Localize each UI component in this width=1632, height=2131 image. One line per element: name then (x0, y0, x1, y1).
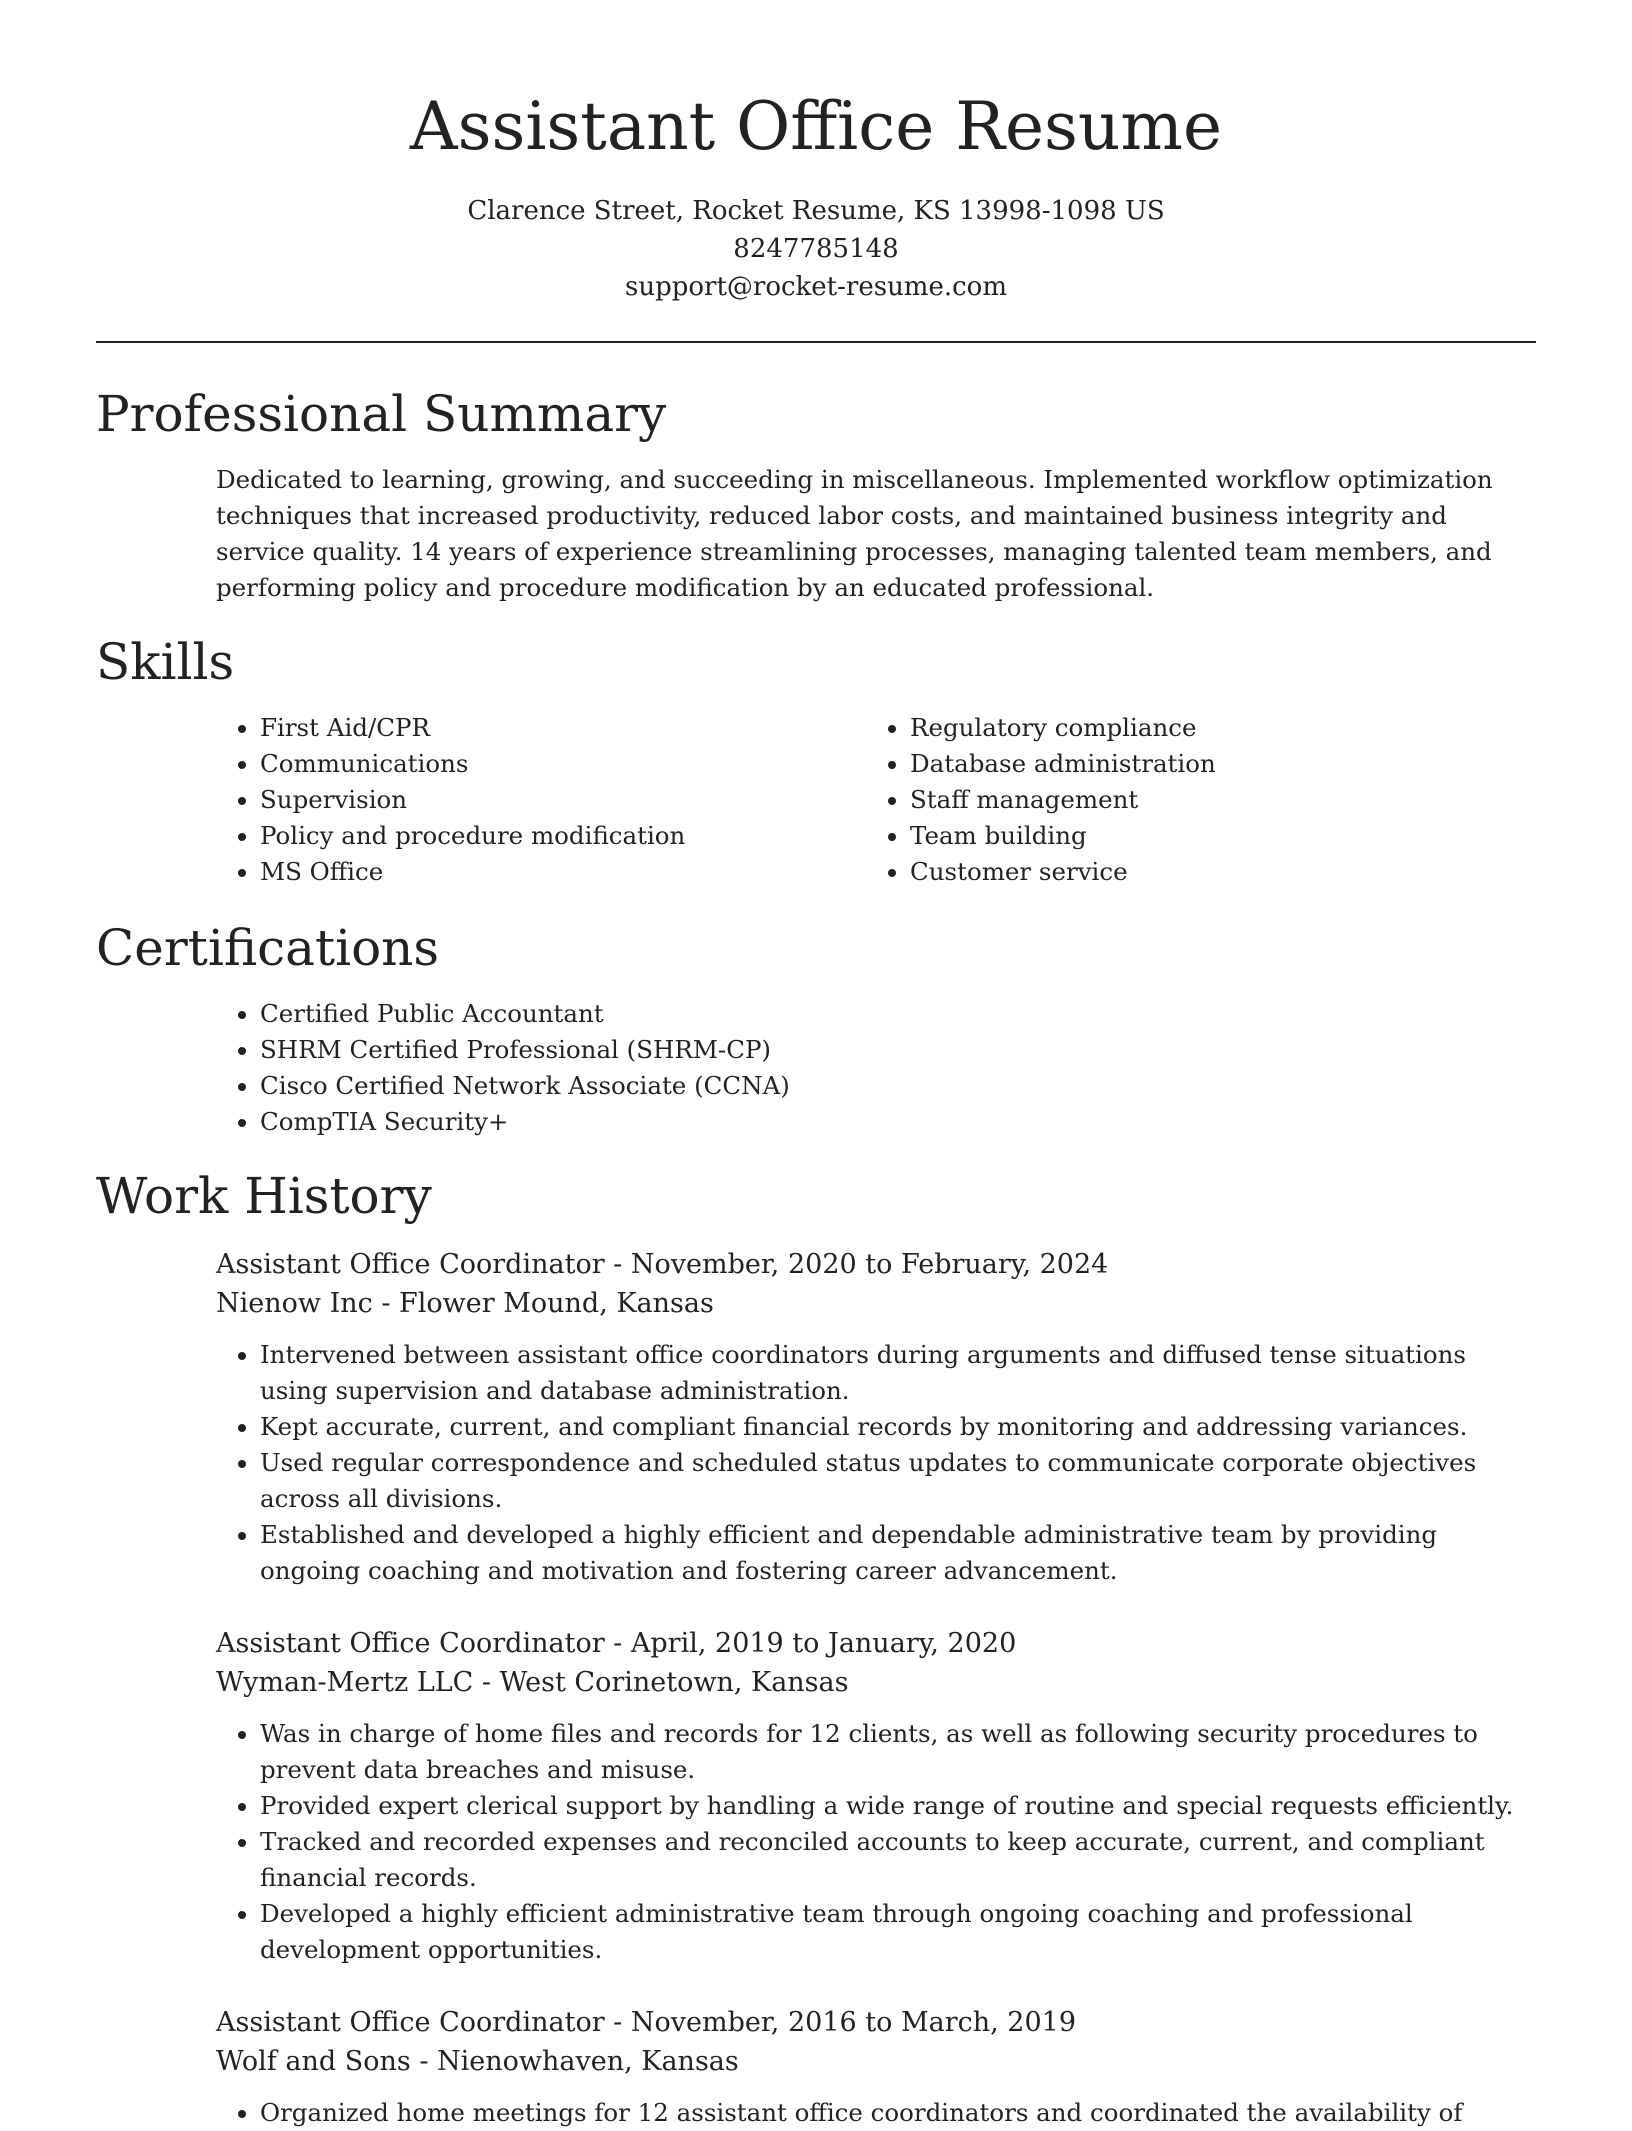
skill-item: • MS Office (260, 854, 860, 890)
job-bullet: • Was in charge of home files and records for 12 clients, as well as following security procedures to prevent data breaches and misuse. (260, 1716, 1536, 1788)
certification-item: • Cisco Certified Network Associate (CCNA) (260, 1068, 1160, 1104)
job-company-line: Wyman-Mertz LLC - West Corinetown, Kansas (216, 1667, 849, 1698)
job-bullet: • Established and developed a highly efficient and dependable administrative team by providing ongoing coaching and motivation and fostering career advancement. (260, 1517, 1536, 1589)
job-bullet: • Kept accurate, current, and compliant financial records by monitoring and addressing variances. (260, 1409, 1536, 1445)
skill-item: • Staff management (910, 782, 1510, 818)
summary-text: Dedicated to learning, growing, and succeeding in miscellaneous. Implemented workflow optimization techniques that increased productivity, reduced labor costs, and maintained business integrity and service quality. 14 years of experience streamlining processes, managing talented team members, and performing policy and procedure modification by an educated professional. (216, 465, 1493, 602)
skill-item: • Team building (910, 818, 1510, 854)
job-bullet: • Used regular correspondence and scheduled status updates to communicate corporate objectives across all divisions. (260, 1445, 1536, 1517)
job-company-line: Nienow Inc - Flower Mound, Kansas (216, 1288, 714, 1319)
work-history-heading: Work History (96, 1167, 432, 1225)
job-title-line: Assistant Office Coordinator - April, 2019 to January, 2020 (216, 1628, 1017, 1659)
phone-text: 8247785148 (733, 234, 899, 264)
email-text: support@rocket-resume.com (624, 272, 1007, 302)
certifications-list (216, 996, 1160, 1140)
skill-item: • Supervision (260, 782, 860, 818)
job-bullets (216, 1337, 1536, 1589)
certification-item: • Certified Public Accountant (260, 996, 1160, 1032)
job-company-line: Wolf and Sons - Nienowhaven, Kansas (216, 2046, 739, 2077)
job-entry (216, 1245, 1536, 1589)
job-title-line: Assistant Office Coordinator - November, 2016 to March, 2019 (216, 2007, 1076, 2038)
certification-item: • SHRM Certified Professional (SHRM-CP) (260, 1032, 1160, 1068)
skills-list-right (866, 710, 1510, 890)
header-divider (96, 341, 1536, 343)
job-entry (216, 1624, 1536, 1968)
address-text: Clarence Street, Rocket Resume, KS 13998-1098 US (467, 196, 1165, 226)
job-title-line: Assistant Office Coordinator - November, 2020 to February, 2024 (216, 1249, 1109, 1280)
job-bullet: • Provided expert clerical support by handling a wide range of routine and special requests efficiently. (260, 1788, 1536, 1824)
certification-item: • CompTIA Security+ (260, 1104, 1160, 1140)
job-bullet: • Tracked and recorded expenses and reconciled accounts to keep accurate, current, and compliant financial records. (260, 1824, 1536, 1896)
skill-item: • Communications (260, 746, 860, 782)
job-entry (216, 2003, 1536, 2131)
resume-title: Assistant Office Resume (409, 88, 1223, 165)
skill-item: • Database administration (910, 746, 1510, 782)
skill-item: • Customer service (910, 854, 1510, 890)
skill-item: • Policy and procedure modification (260, 818, 860, 854)
job-bullets (216, 2095, 1536, 2131)
job-bullet: • Intervened between assistant office coordinators during arguments and diffused tense situations using supervision and database administration. (260, 1337, 1536, 1409)
contact-info (0, 192, 1632, 306)
job-bullets (216, 1716, 1536, 1968)
skills-list-left (216, 710, 860, 890)
certifications-heading: Certifications (96, 919, 440, 977)
skills-heading: Skills (96, 633, 235, 691)
job-bullet: • Organized home meetings for 12 assistant office coordinators and coordinated the availability of (260, 2095, 1536, 2131)
summary-heading: Professional Summary (96, 385, 667, 443)
skill-item: • Regulatory compliance (910, 710, 1510, 746)
job-bullet: • Developed a highly efficient administrative team through ongoing coaching and professional development opportunities. (260, 1896, 1536, 1968)
skill-item: • First Aid/CPR (260, 710, 860, 746)
